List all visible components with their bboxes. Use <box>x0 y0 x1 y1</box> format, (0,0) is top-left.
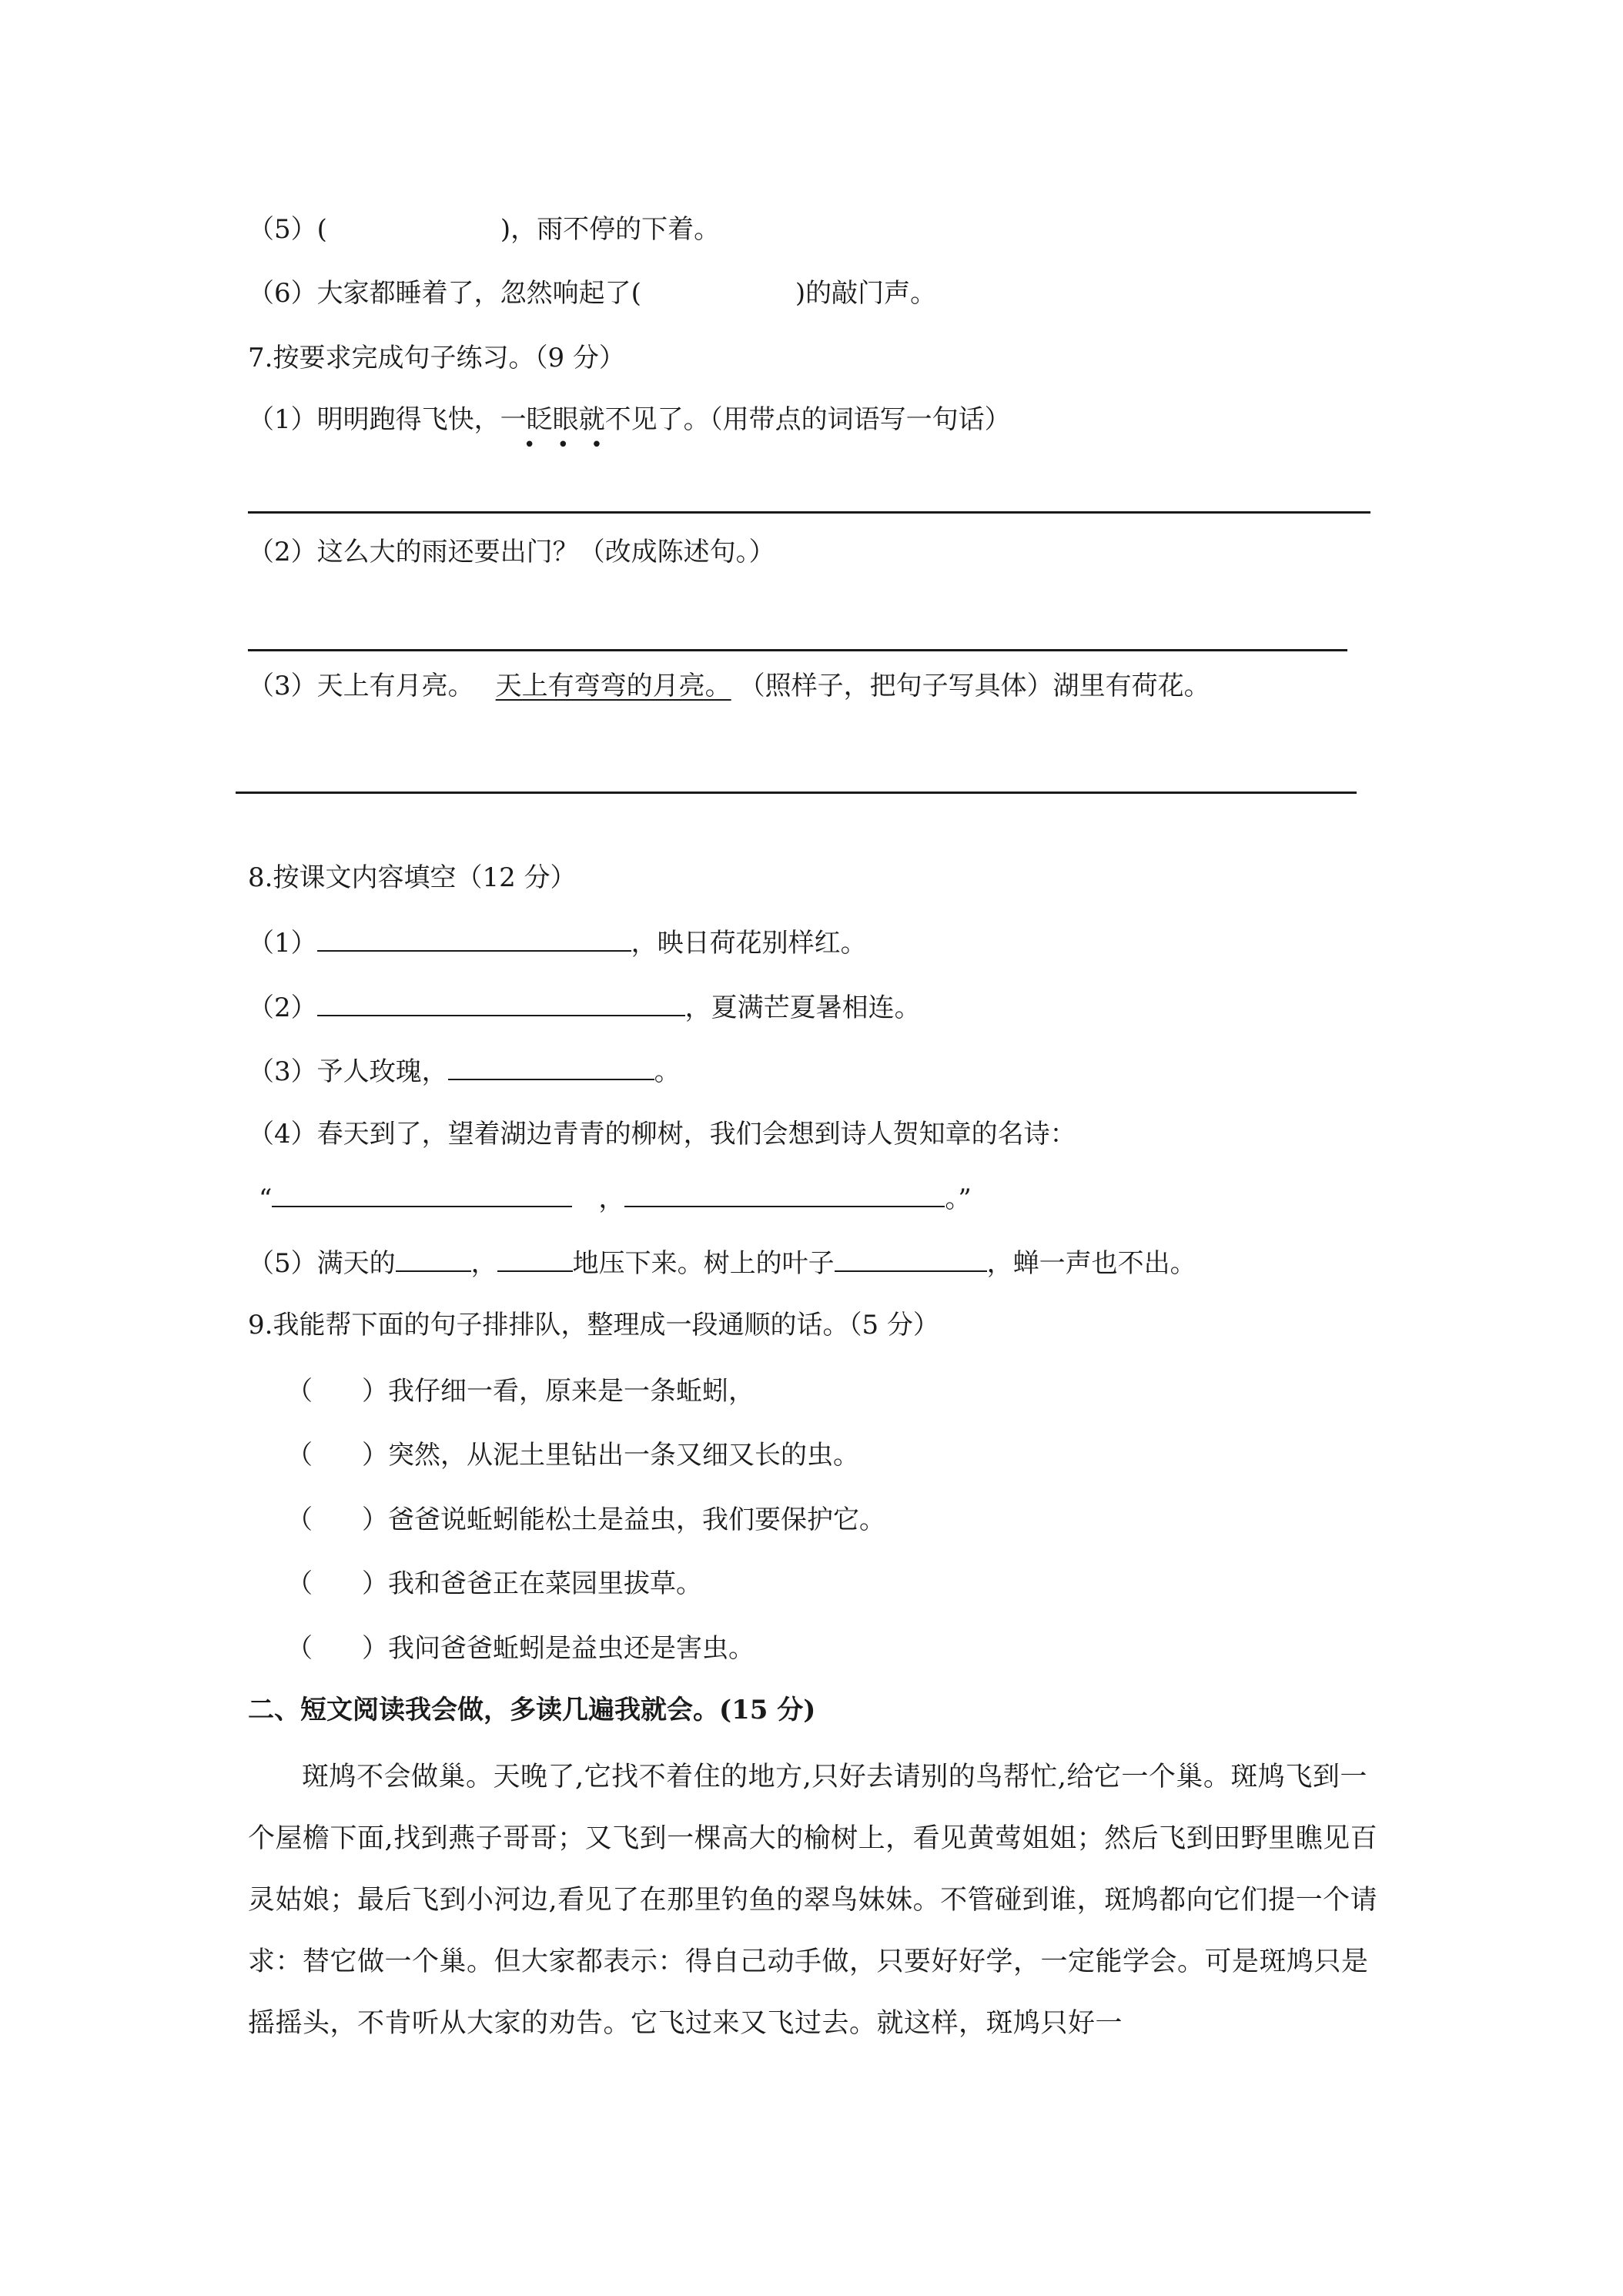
q9-item: （ ）我问爸爸蚯蚓是益虫还是害虫。 <box>286 1633 755 1664</box>
q9-item: （ ）我仔细一看，原来是一条蚯蚓， <box>286 1376 755 1407</box>
q6-item-5: （5）( )，雨不停的下着。 <box>248 214 721 245</box>
q9-item: （ ）突然，从泥土里钻出一条又细又长的虫。 <box>286 1440 859 1471</box>
q7-item-2: （2）这么大的雨还要出门？（改成陈述句。） <box>248 537 775 567</box>
q7-item-3: （3）天上有月亮。 天上有弯弯的月亮。 （照样子，把句子写具体）湖里有荷花。 <box>248 671 1210 701</box>
q8-item-2: （2） ，夏满芒夏暑相连。 <box>248 992 921 1023</box>
q9-item: （ ）我和爸爸正在菜园里拔草。 <box>286 1568 702 1599</box>
q8-heading: 8.按课文内容填空（12 分） <box>248 862 577 893</box>
q8-item-5: （5）满天的 ， 地压下来。树上的叶子 ，蝉一声也不出。 <box>248 1248 1196 1279</box>
section-2-heading: 二、短文阅读我会做，多读几遍我就会。(15 分) <box>248 1695 816 1725</box>
fill-blank[interactable] <box>317 927 631 952</box>
q6-item-6: （6）大家都睡着了，忽然响起了( )的敲门声。 <box>248 278 937 309</box>
fill-blank[interactable] <box>624 1183 945 1207</box>
q7-heading: 7.按要求完成句子练习。（9 分） <box>248 343 625 373</box>
answer-line[interactable] <box>248 649 1347 651</box>
q7-item-1: （1）明明跑得飞快，一眨眼就不见了。（用带点的词语写一句话） <box>248 404 1011 435</box>
fill-blank[interactable] <box>317 992 685 1016</box>
q8-item-4: （4）春天到了，望着湖边青青的柳树，我们会想到诗人贺知章的名诗： <box>248 1119 1076 1150</box>
q9-item: （ ）爸爸说蚯蚓能松土是益虫，我们要保护它。 <box>286 1504 885 1535</box>
q8-item-3: （3）予人玫瑰， 。 <box>248 1056 681 1087</box>
fill-blank[interactable] <box>448 1056 654 1080</box>
reading-passage: 斑鸠不会做巢。天晚了,它找不着住的地方,只好去请别的鸟帮忙,给它一个巢。斑鸠飞到一个屋檐下面,找到燕子哥哥；又飞到一棵高大的榆树上，看见黄莺姐姐；然后飞到田野里瞧见百灵姑娘；最后飞到小河边,看见了在那里钓鱼的翠鸟妹妹。不管碰到谁，斑鸠都向它们提一个请求：替它做一个巢。但大家都表示：得自己动手做，只要好好学，一定能学会。可是斑鸠只是摇摇头，不肯听从大家的劝告。它飞过来又飞过去。就这样，斑鸠只好一 <box>248 1762 1378 2039</box>
fill-blank[interactable] <box>272 1183 572 1207</box>
q9-heading: 9.我能帮下面的句子排排队，整理成一段通顺的话。（5 分） <box>248 1310 939 1340</box>
answer-line[interactable] <box>236 792 1357 794</box>
q8-item-1: （1） ，映日荷花别样红。 <box>248 928 867 959</box>
fill-blank[interactable] <box>396 1247 471 1272</box>
example-sentence: 天上有弯弯的月亮。 <box>495 671 731 701</box>
fill-blank[interactable] <box>835 1247 987 1272</box>
emphasis-dots: • • • <box>524 433 611 457</box>
fill-blank[interactable] <box>497 1247 573 1272</box>
q8-item-4-blanks: “ ， 。” <box>259 1183 972 1214</box>
answer-line[interactable] <box>248 511 1370 514</box>
